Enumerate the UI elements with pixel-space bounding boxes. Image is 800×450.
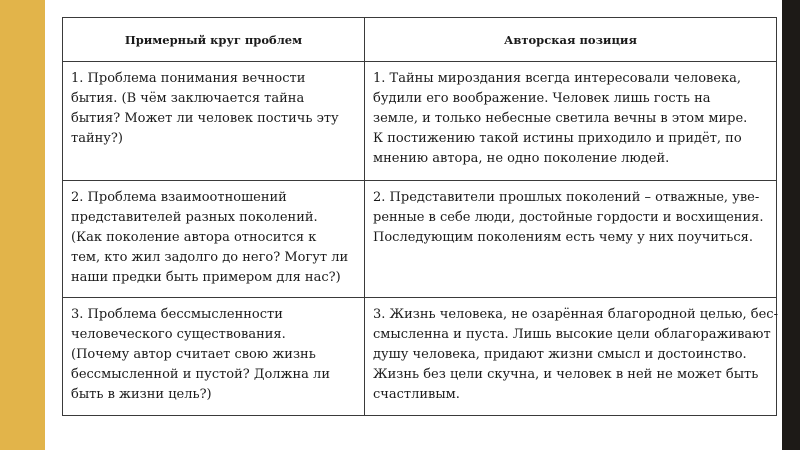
problem-line: 2. Проблема взаимоотношений [71,190,287,205]
problem-line: (Как поколение автора относится к [71,230,317,245]
position-cell [365,62,777,181]
table-row [63,62,777,181]
problem-line: тайну?) [71,131,123,146]
problem-line: представителей разных поколений. [71,210,318,225]
problems-table [62,17,777,416]
accent-bar [0,0,45,450]
problem-line: бытия? Может ли человек постичь эту [71,111,339,126]
problem-cell [63,298,365,416]
position-line: смысленна и пуста. Лишь высокие цели облагораживают [373,327,771,342]
position-line: ренные в себе люди, достойные гордости и восхищения. [373,210,764,225]
problem-line: человеческого существования. [71,327,286,342]
problem-line: наши предки быть примером для нас?) [71,270,341,285]
position-cell [365,298,777,416]
position-line: мнению автора, не одно поколение людей. [373,151,670,166]
problem-line: (Почему автор считает свою жизнь [71,347,316,362]
position-line: 1. Тайны мироздания всегда интересовали человека, [373,71,742,86]
problem-line: 1. Проблема понимания вечности [71,71,306,86]
problem-line: бытия. (В чём заключается тайна [71,91,305,106]
position-line: Жизнь без цели скучна, и человек в ней не может быть [373,367,759,382]
position-line: К постижению такой истины приходило и придёт, по [373,131,742,146]
problem-line: бессмысленной и пустой? Должна ли [71,367,330,382]
problem-line: быть в жизни цель?) [71,387,212,402]
position-line: 3. Жизнь человека, не озарённая благородной целью, бес- [373,307,778,322]
problem-cell [63,62,365,181]
position-line: будили его воображение. Человек лишь гость на [373,91,711,106]
problem-line: 3. Проблема бессмысленности [71,307,283,322]
header-problems: Примерный круг проблем [63,18,365,62]
position-line: душу человека, придают жизни смысл и достоинство. [373,347,747,362]
table-header-row [63,18,777,62]
position-line: 2. Представители прошлых поколений – отважные, уве- [373,190,760,205]
position-line: счастливым. [373,387,460,402]
problem-line: тем, кто жил задолго до него? Могут ли [71,250,349,265]
position-line: земле, и только небесные светила вечны в этом мире. [373,111,748,126]
table-row [63,298,777,416]
position-line: Последующим поколениям есть чему у них поучиться. [373,230,753,245]
header-author-position: Авторская позиция [365,18,777,62]
problem-cell [63,181,365,298]
slide [45,0,782,450]
position-cell [365,181,777,298]
table-row [63,181,777,298]
